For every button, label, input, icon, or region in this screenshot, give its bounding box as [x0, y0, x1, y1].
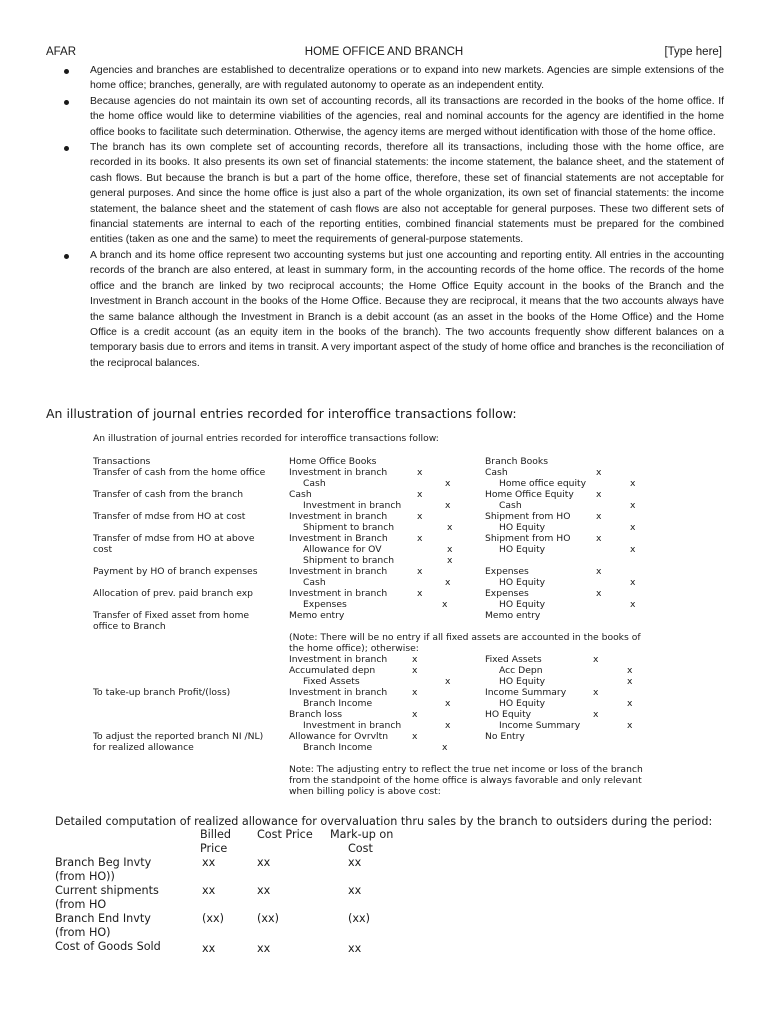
ho-credit-account: Cash: [303, 478, 326, 489]
branch-credit-account: HO Equity: [499, 599, 546, 610]
cell-cost: xx: [257, 942, 271, 955]
row-label-cont: (from HO: [55, 898, 107, 911]
ho-debit-account: Cash: [289, 489, 312, 500]
credit-mark: x: [627, 676, 633, 687]
illustration-heading: An illustration of journal entries recorded for interoffice transactions follow:: [46, 406, 517, 421]
cell-billed: xx: [202, 884, 216, 897]
debit-mark: x: [417, 566, 423, 577]
note-text: from the standpoint of the home office is always favorable and only relevant: [289, 775, 642, 786]
branch-debit-account: Income Summary: [485, 687, 567, 698]
note-text: when billing policy is above cost:: [289, 786, 441, 797]
note-text: (Note: There will be no entry if all fixed assets are accounted in the books of: [289, 632, 641, 643]
debit-mark: x: [417, 489, 423, 500]
credit-mark: x: [447, 555, 453, 566]
branch-no-entry: No Entry: [485, 731, 525, 742]
note-text: the home office); otherwise:: [289, 643, 419, 654]
transaction-label: Transfer of mdse from HO at above: [93, 533, 255, 544]
branch-memo-entry: Memo entry: [485, 610, 541, 621]
credit-mark: x: [627, 665, 633, 676]
debit-mark: x: [417, 533, 423, 544]
credit-mark: x: [630, 478, 636, 489]
cell-cost: (xx): [257, 912, 279, 925]
debit-mark: x: [412, 731, 418, 742]
branch-debit-account: Shipment from HO: [485, 511, 571, 522]
bullet-text: Because agencies do not maintain its own set of accounting records, all its transactions are recorded in the books of the home office. If the home office would like to determine viabilities of the agencies, real and nominal accounts for the agency are identified in the home office books to facilitate such determination. Otherwise, the agency items are merged without identification with those of the home office.: [90, 95, 724, 138]
debit-mark: x: [596, 533, 602, 544]
credit-mark: x: [445, 478, 451, 489]
branch-credit-account: HO Equity: [499, 698, 546, 709]
debit-mark: x: [593, 687, 599, 698]
branch-credit-account: HO Equity: [499, 676, 546, 687]
ho-debit-account: Investment in branch: [289, 588, 388, 599]
debit-mark: x: [412, 665, 418, 676]
branch-debit-account: Shipment from HO: [485, 533, 571, 544]
header-markup-cont: Cost: [348, 842, 373, 855]
ho-memo-entry: Memo entry: [289, 610, 345, 621]
credit-mark: x: [445, 698, 451, 709]
credit-mark: x: [445, 676, 451, 687]
ho-debit-account: Investment in branch: [289, 566, 388, 577]
credit-mark: x: [630, 577, 636, 588]
credit-mark: x: [442, 599, 448, 610]
branch-credit-account: Cash: [499, 500, 522, 511]
branch-debit-account: Fixed Assets: [485, 654, 542, 665]
transaction-label-cont: office to Branch: [93, 621, 166, 632]
debit-mark: x: [417, 511, 423, 522]
ho-debit-account: Investment in branch: [289, 511, 388, 522]
header-right: [Type here]: [664, 46, 722, 58]
credit-mark: x: [447, 544, 453, 555]
header-cost-price: Cost Price: [257, 828, 313, 841]
column-header-transactions: Transactions: [93, 456, 151, 467]
ho-credit-account: Cash: [303, 577, 326, 588]
cell-markup: (xx): [348, 912, 370, 925]
debit-mark: x: [596, 467, 602, 478]
debit-mark: x: [596, 511, 602, 522]
credit-mark: x: [630, 599, 636, 610]
ho-debit-account: Allowance for Ovrvltn: [289, 731, 389, 742]
credit-mark: x: [445, 577, 451, 588]
cell-cost: xx: [257, 856, 271, 869]
cell-markup: xx: [348, 942, 362, 955]
credit-mark: x: [442, 742, 448, 753]
ho-debit-account: Investment in branch: [289, 467, 388, 478]
transaction-label: Allocation of prev. paid branch exp: [93, 588, 253, 599]
note-text: Note: The adjusting entry to reflect the true net income or loss of the branch: [289, 764, 643, 775]
transaction-label: To adjust the reported branch NI /NL): [93, 731, 264, 742]
transaction-label-cont: for realized allowance: [93, 742, 194, 753]
credit-mark: x: [445, 500, 451, 511]
row-label: Branch End Invty: [55, 912, 151, 925]
cell-billed: xx: [202, 942, 216, 955]
ho-credit-account: Shipment to branch: [303, 522, 395, 533]
debit-mark: x: [412, 654, 418, 665]
ho-debit-account: Investment in branch: [289, 687, 388, 698]
transaction-label: To take-up branch Profit/(loss): [93, 687, 231, 698]
ho-credit-account: Branch Income: [303, 698, 373, 709]
row-label: Current shipments: [55, 884, 159, 897]
branch-debit-account: Cash: [485, 467, 508, 478]
header-billed-price-cont: Price: [200, 842, 228, 855]
column-header-branch: Branch Books: [485, 456, 548, 467]
branch-credit-account: Home office equity: [499, 478, 587, 489]
debit-mark: x: [596, 489, 602, 500]
transaction-label: Transfer of mdse from HO at cost: [93, 511, 246, 522]
transaction-label: Transfer of cash from the home office: [93, 467, 266, 478]
debit-mark: x: [412, 687, 418, 698]
credit-mark: x: [627, 698, 633, 709]
cell-cost: xx: [257, 884, 271, 897]
debit-mark: x: [593, 709, 599, 720]
cell-markup: xx: [348, 856, 362, 869]
bullet-text: The branch has its own complete set of accounting records, therefore all its transactions, including those with the home office, are recorded in its books. It also presents its own set of financial statements: the income statement, the balance sheet, and the statement of cash flows. But because the branch is but a part of the home office, therefore, these set of financial statements are not acceptable for general purposes. And since the home office is just also a part of the whole organization, its own set of financial statements: the income statement, the balance sheet and the statement of cash flows are also not acceptable for general purposes. These two different sets of financial statements are internal to each of the reporting entities, combined financial statements must be prepared for the combined entities (taken as one and the same) to meet the requirements of general-purpose statements.: [90, 142, 724, 246]
branch-credit-account: Income Summary: [499, 720, 581, 731]
ho-debit-account: Branch loss: [289, 709, 343, 720]
cell-markup: xx: [348, 884, 362, 897]
row-label: Branch Beg Invty: [55, 856, 152, 869]
row-label: Cost of Goods Sold: [55, 940, 161, 953]
bullet-text: A branch and its home office represent two accounting systems but just one accounting and reporting entity. All entries in the accounting records of the branch are also entered, at least in summary form, in the accounting records of the home office. The records of the home office and the branch are linked by two reciprocal accounts; the Home Office Equity account in the books of the Branch and the Investment in Branch account in the books of the Home Office. Because they are reciprocal, it means that the two accounts always have the same balance although the Investment in Branch is a debit account (as an asset in the books of the Home Office) and the Home Office is a credit account (as an equity item in the books of the branch). The two accounts frequently show different balances on a temporary basis due to errors and items in transit. A very important aspect of the study of home office and branches is the reconciliation of the reciprocal balances.: [90, 249, 724, 369]
branch-debit-account: Expenses: [485, 566, 529, 577]
branch-debit-account: HO Equity: [485, 709, 532, 720]
ho-credit-account: Branch Income: [303, 742, 373, 753]
cell-billed: xx: [202, 856, 216, 869]
branch-credit-account: HO Equity: [499, 522, 546, 533]
journal-intro: An illustration of journal entries recorded for interoffice transactions follow:: [93, 433, 439, 444]
transaction-label: Transfer of cash from the branch: [93, 489, 244, 500]
credit-mark: x: [447, 522, 453, 533]
computation-title: Detailed computation of realized allowance for overvaluation thru sales by the branch to outsiders during the period:: [55, 815, 713, 828]
credit-mark: x: [630, 544, 636, 555]
debit-mark: x: [596, 588, 602, 599]
row-label-cont: (from HO)): [55, 870, 115, 883]
header-left: AFAR: [46, 46, 77, 58]
row-label-cont: (from HO): [55, 926, 111, 939]
credit-mark: x: [627, 720, 633, 731]
debit-mark: x: [593, 654, 599, 665]
bullet-text: Agencies and branches are established to decentralize operations or to expand into new markets. Agencies are simple extensions of the home office; branches, generally, are with regulated autonomy to operate as an independent entity.: [90, 65, 724, 92]
branch-credit-account: HO Equity: [499, 577, 546, 588]
header-title: HOME OFFICE AND BRANCH: [304, 46, 464, 58]
credit-mark: x: [445, 720, 451, 731]
branch-credit-account: HO Equity: [499, 544, 546, 555]
transaction-label-cont: cost: [93, 544, 113, 555]
debit-mark: x: [417, 588, 423, 599]
transaction-label: Payment by HO of branch expenses: [93, 566, 258, 577]
ho-debit-account: Investment in branch: [289, 654, 388, 665]
debit-mark: x: [417, 467, 423, 478]
header-markup: Mark-up on: [330, 828, 394, 841]
cell-billed: (xx): [202, 912, 224, 925]
ho-credit-account: Fixed Assets: [303, 676, 360, 687]
ho-debit-account: Investment in Branch: [289, 533, 388, 544]
credit-mark: x: [630, 522, 636, 533]
branch-debit-account: Expenses: [485, 588, 529, 599]
branch-credit-account: Acc Depn: [499, 665, 543, 676]
header-billed-price: Billed: [200, 828, 231, 841]
ho-credit-account: Investment in branch: [303, 500, 402, 511]
ho-credit-account: Investment in branch: [303, 720, 402, 731]
column-header-home-office: Home Office Books: [289, 456, 377, 467]
credit-mark: x: [630, 500, 636, 511]
debit-mark: x: [596, 566, 602, 577]
ho-credit-account: Expenses: [303, 599, 347, 610]
branch-debit-account: Home Office Equity: [485, 489, 574, 500]
ho-credit-account: Shipment to branch: [303, 555, 395, 566]
debit-mark: x: [412, 709, 418, 720]
ho-credit-account: Allowance for OV: [303, 544, 382, 555]
ho-debit-account: Accumulated depn: [289, 665, 376, 676]
transaction-label: Transfer of Fixed asset from home: [93, 610, 250, 621]
